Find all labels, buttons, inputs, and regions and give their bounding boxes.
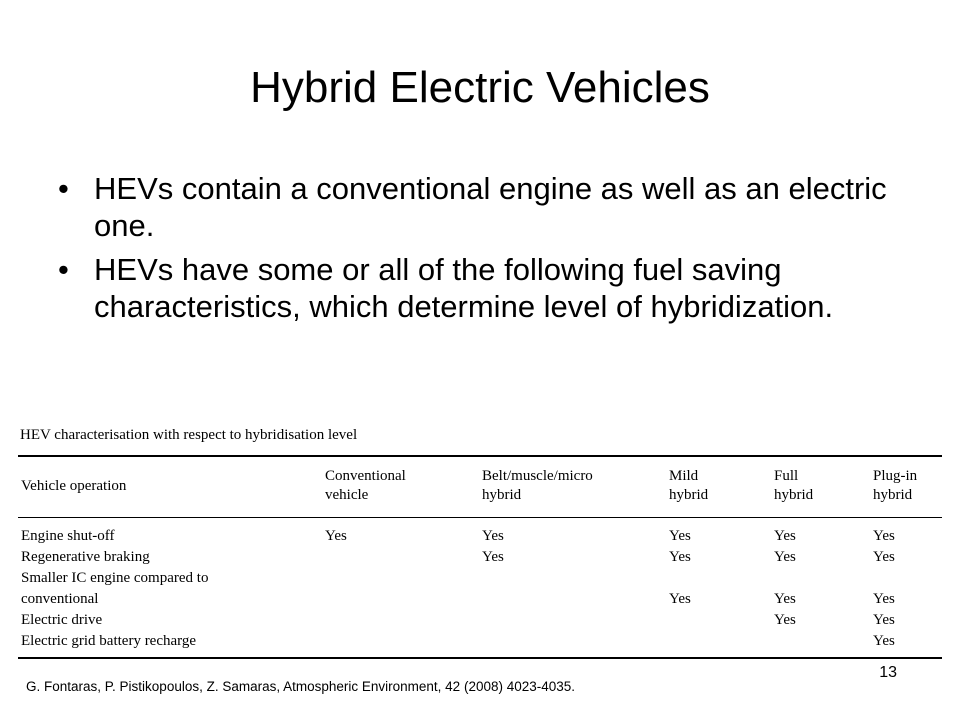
- row-label: Smaller IC engine compared to: [21, 570, 209, 586]
- header-mild-hybrid: Mild hybrid: [669, 468, 709, 503]
- table-cell: [870, 568, 942, 589]
- table-cell: [666, 610, 771, 631]
- header-conventional: Conventional vehicle: [325, 468, 406, 503]
- table-cell: Yes: [873, 591, 895, 607]
- table-cell: [666, 568, 771, 589]
- table-cell: Yes: [873, 549, 895, 565]
- bullet-text: HEVs have some or all of the following fuel saving characteristics, which determine level of hybridization.: [94, 252, 834, 324]
- table-cell: Yes: [774, 591, 796, 607]
- table-row: [18, 631, 942, 658]
- table-header-row: [18, 456, 942, 518]
- bullet-list: [58, 170, 888, 332]
- table-caption: HEV characterisation with respect to hybridisation level: [20, 427, 358, 443]
- header-plugin-hybrid: Plug-in hybrid: [873, 468, 918, 503]
- table-cell: [322, 631, 479, 658]
- table-cell: [771, 631, 870, 658]
- table-cell: Yes: [482, 528, 504, 544]
- table-cell: [322, 610, 479, 631]
- bullet-item: [58, 170, 888, 244]
- table-cell: Yes: [873, 528, 895, 544]
- table-cell: [322, 547, 479, 568]
- table-cell: [322, 589, 479, 610]
- table-cell: [479, 568, 666, 589]
- header-vehicle-operation: Vehicle operation: [21, 477, 127, 494]
- table-cell: Yes: [669, 549, 691, 565]
- table-cell: [479, 589, 666, 610]
- header-micro-hybrid: Belt/muscle/micro hybrid: [482, 468, 593, 503]
- table-row: [18, 610, 942, 631]
- hybridisation-table: [18, 455, 942, 659]
- table-cell: Yes: [774, 549, 796, 565]
- hev-table-figure: [18, 425, 942, 659]
- table-cell: [771, 568, 870, 589]
- row-label: conventional: [21, 591, 99, 607]
- table-row: [18, 518, 942, 548]
- table-cell: Yes: [873, 612, 895, 628]
- page-number: 13: [879, 664, 897, 681]
- table-cell: [666, 631, 771, 658]
- bullet-symbol: •: [58, 171, 69, 206]
- table-cell: Yes: [774, 612, 796, 628]
- table-cell: Yes: [669, 591, 691, 607]
- row-label: Engine shut-off: [21, 528, 115, 544]
- table-row: [18, 589, 942, 610]
- citation-footer: G. Fontaras, P. Pistikopoulos, Z. Samaras, Atmospheric Environment, 42 (2008) 4023-4035.: [26, 679, 576, 694]
- table-row: [18, 568, 942, 589]
- slide-title: Hybrid Electric Vehicles: [250, 63, 710, 112]
- table-cell: [479, 610, 666, 631]
- row-label: Electric drive: [21, 612, 103, 628]
- bullet-text: HEVs contain a conventional engine as well as an electric one.: [94, 171, 887, 243]
- table-cell: [322, 568, 479, 589]
- table-cell: [479, 631, 666, 658]
- table-cell: Yes: [669, 528, 691, 544]
- table-cell: Yes: [325, 528, 347, 544]
- table-cell: Yes: [774, 528, 796, 544]
- table-cell: Yes: [873, 633, 895, 649]
- row-label: Regenerative braking: [21, 549, 150, 565]
- table-row: [18, 547, 942, 568]
- table-cell: Yes: [482, 549, 504, 565]
- bullet-symbol: •: [58, 252, 69, 287]
- row-label: Electric grid battery recharge: [21, 633, 197, 649]
- bullet-item: [58, 251, 888, 325]
- header-full-hybrid: Full hybrid: [774, 468, 814, 503]
